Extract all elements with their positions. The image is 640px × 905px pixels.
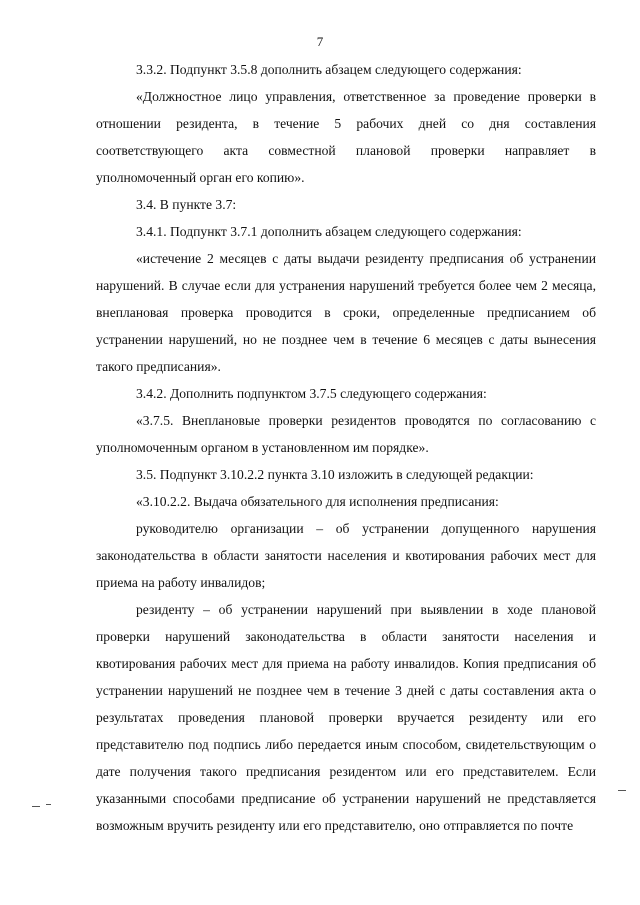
document-body [96,56,596,839]
paragraph-to-head: руководителю организации – об устранении допущенного нарушения законодательства в области занятости населения и квотирования рабочих мест для приема на работу инвалидов; [96,521,596,590]
paragraph-3-4-2: 3.4.2. Дополнить подпунктом 3.7.5 следующего содержания: [136,386,487,401]
paragraph-to-resident: резиденту – об устранении нарушений при выявлении в ходе плановой проверки нарушений законодательства в области занятости населения и квотирования рабочих мест для приема на работу инвалидов. Копия предписания об устранении нарушений не позднее чем в течение 3 дней с даты составления акта о результатах проведения плановой проверки вручается резиденту или его представителю под подпись либо передается иным способом, свидетельствующим о дате получения такого предписания резидентом или его представителем. Если указанными способами предписание об устранении нарушений не представляется возможным вручить резиденту или его представителю, оно отправляется по почте [96,602,596,833]
scan-mark-left-2 [46,804,51,805]
paragraph-quote-expiry: «истечение 2 месяцев с даты выдачи резиденту предписания об устранении нарушений. В случае если для устранения нарушений требуется более чем 2 месяца, внеплановая проверка проводится в сроки, определенные предписанием об устранении нарушений, но не позднее чем в течение 6 месяцев с даты вынесения такого предписания». [96,251,596,374]
scan-mark-right [618,790,626,791]
paragraph-quote-official: «Должностное лицо управления, ответственное за проведение проверки в отношении резидента, в течение 5 рабочих дней со дня составления соответствующего акта совместной плановой проверки направляет в уполномоченный орган его копию». [96,89,596,185]
paragraph-3-5: 3.5. Подпункт 3.10.2.2 пункта 3.10 изложить в следующей редакции: [136,467,534,482]
page-number: 7 [316,34,324,49]
scan-mark-left [32,806,40,807]
paragraph-3-3-2: 3.3.2. Подпункт 3.5.8 дополнить абзацем следующего содержания: [136,62,522,77]
paragraph-3-4: 3.4. В пункте 3.7: [136,197,237,212]
paragraph-3-4-1: 3.4.1. Подпункт 3.7.1 дополнить абзацем следующего содержания: [136,224,522,239]
paragraph-3-10-2-2: «3.10.2.2. Выдача обязательного для исполнения предписания: [136,494,499,509]
paragraph-quote-3-7-5: «3.7.5. Внеплановые проверки резидентов проводятся по согласованию с уполномоченным органом в установленном им порядке». [96,413,596,455]
